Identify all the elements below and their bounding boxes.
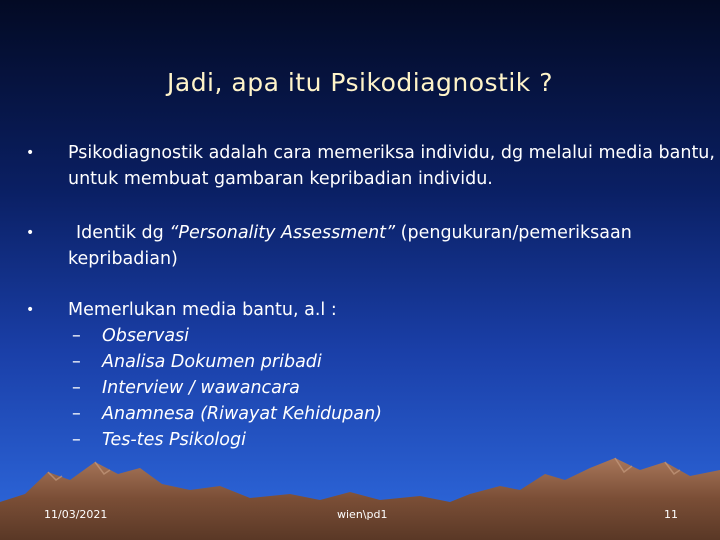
sub-list-item [68,375,720,401]
bullet-item [26,140,720,192]
dash-marker: – [72,326,81,346]
mountain-range-graphic [0,450,720,540]
bullet-item [26,297,720,453]
dash-marker: – [72,352,81,372]
bullet-text: Psikodiagnostik adalah cara memeriksa individu, dg melalui media bantu, untuk membuat gambaran kepribadian individu. [68,143,715,189]
footer-text: wien\pd1 [337,508,388,521]
dash-marker: – [72,378,81,398]
bullet-text: Memerlukan media bantu, a.l : [68,300,337,320]
sub-item-text: Interview / wawancara [102,378,300,398]
footer-date: 11/03/2021 [44,508,108,521]
bullet-marker: • [26,225,35,241]
sub-list-item [68,349,720,375]
slide-number: 11 [664,508,678,521]
bullet-text-emphasis: “Personality Assessment” [169,223,396,243]
bullet-text-lead: Identik dg [76,223,170,243]
sub-list [68,323,720,453]
sub-item-text: Tes-tes Psikologi [102,430,246,450]
bullet-marker: • [26,302,35,318]
bullet-marker: • [26,145,35,161]
sub-list-item [68,401,720,427]
sub-item-text: Analisa Dokumen pribadi [102,352,322,372]
slide-title: Jadi, apa itu Psikodiagnostik ? [167,68,553,97]
sub-item-text: Observasi [102,326,190,346]
bullet-item [26,220,720,272]
dash-marker: – [72,430,81,450]
bullet-text-tail: (pengukuran/pemeriksaan kepribadian) [68,223,632,269]
sub-item-text: Anamnesa (Riwayat Kehidupan) [102,404,383,424]
dash-marker: – [72,404,81,424]
sub-list-item [68,323,720,349]
